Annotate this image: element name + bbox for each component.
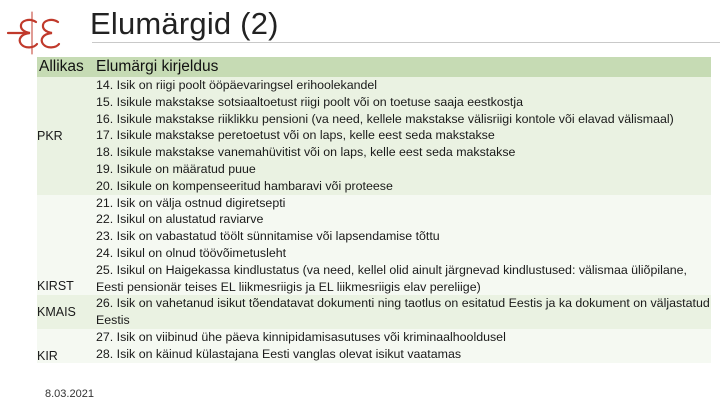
table-row <box>37 77 711 195</box>
row-source: KMAIS <box>37 295 94 329</box>
elumargid-table <box>37 57 711 363</box>
row-description <box>94 77 711 195</box>
list-item: 18. Isikule makstakse vanemahüvitist või on laps, kelle eest seda makstakse <box>96 145 516 160</box>
list-item: 14. Isik on riigi poolt ööpäevaringsel erihoolekandel <box>96 78 378 92</box>
eesti-logo-icon <box>6 8 70 58</box>
footer-date: 8.03.2021 <box>45 388 94 400</box>
list-item: 24. Isikul on olnud töövõimetusleht <box>96 245 287 260</box>
table-row <box>37 195 711 296</box>
table-row <box>37 295 711 329</box>
row-source: PKR <box>37 77 94 195</box>
row-description <box>94 329 711 363</box>
table-row <box>37 329 711 363</box>
list-item: 25. Isikul on Haigekassa kindlustatus (va need, kellel olid ainult järgnevad kindlustused: välismaa üliõpilane, Eesti pensionär teises EL liikmesriigis ja EL liikmesriigis elav pereliige) <box>96 262 687 294</box>
list-item: 20. Isikule on kompenseeritud hambaravi või proteese <box>96 178 393 193</box>
list-item: 17. Isikule makstakse peretoetust või on laps, kelle eest seda makstakse <box>96 128 495 143</box>
list-item: 27. Isik on viibinud ühe päeva kinnipidamisasutuses või kriminaalhooldusel <box>96 329 506 344</box>
list-item: 19. Isikule on määratud puue <box>96 161 256 176</box>
list-item: 23. Isik on vabastatud töölt sünnitamise või lapsendamise tõttu <box>96 229 440 244</box>
row-description <box>94 295 711 329</box>
list-item: 28. Isik on käinud külastajana Eesti vanglas olevat isikut vaatamas <box>96 346 462 361</box>
list-item: 26. Isik on vahetanud isikut tõendatavat dokumenti ning taotlus on esitatud Eestis ja ka dokument on väljastatud Eestis <box>96 296 710 328</box>
page-title: Elumärgid (2) <box>90 6 279 41</box>
list-item: 22. Isikul on alustatud raviarve <box>96 212 264 227</box>
header-description: Elumärgi kirjeldus <box>94 57 711 77</box>
row-source: KIR <box>37 329 94 363</box>
header-source: Allikas <box>37 57 94 77</box>
table-header-row <box>37 57 711 77</box>
row-description <box>94 195 711 296</box>
list-item: 21. Isik on välja ostnud digiretsepti <box>96 195 286 210</box>
list-item: 15. Isikule makstakse sotsiaaltoetust riigi poolt või on toetuse saaja eestkostja <box>96 94 524 109</box>
list-item: 16. Isikule makstakse riiklikku pensioni (va need, kellele makstakse välisriigi kontole või elavad välismaal) <box>96 111 674 126</box>
title-divider <box>92 42 720 43</box>
row-source: KIRST <box>37 195 94 296</box>
